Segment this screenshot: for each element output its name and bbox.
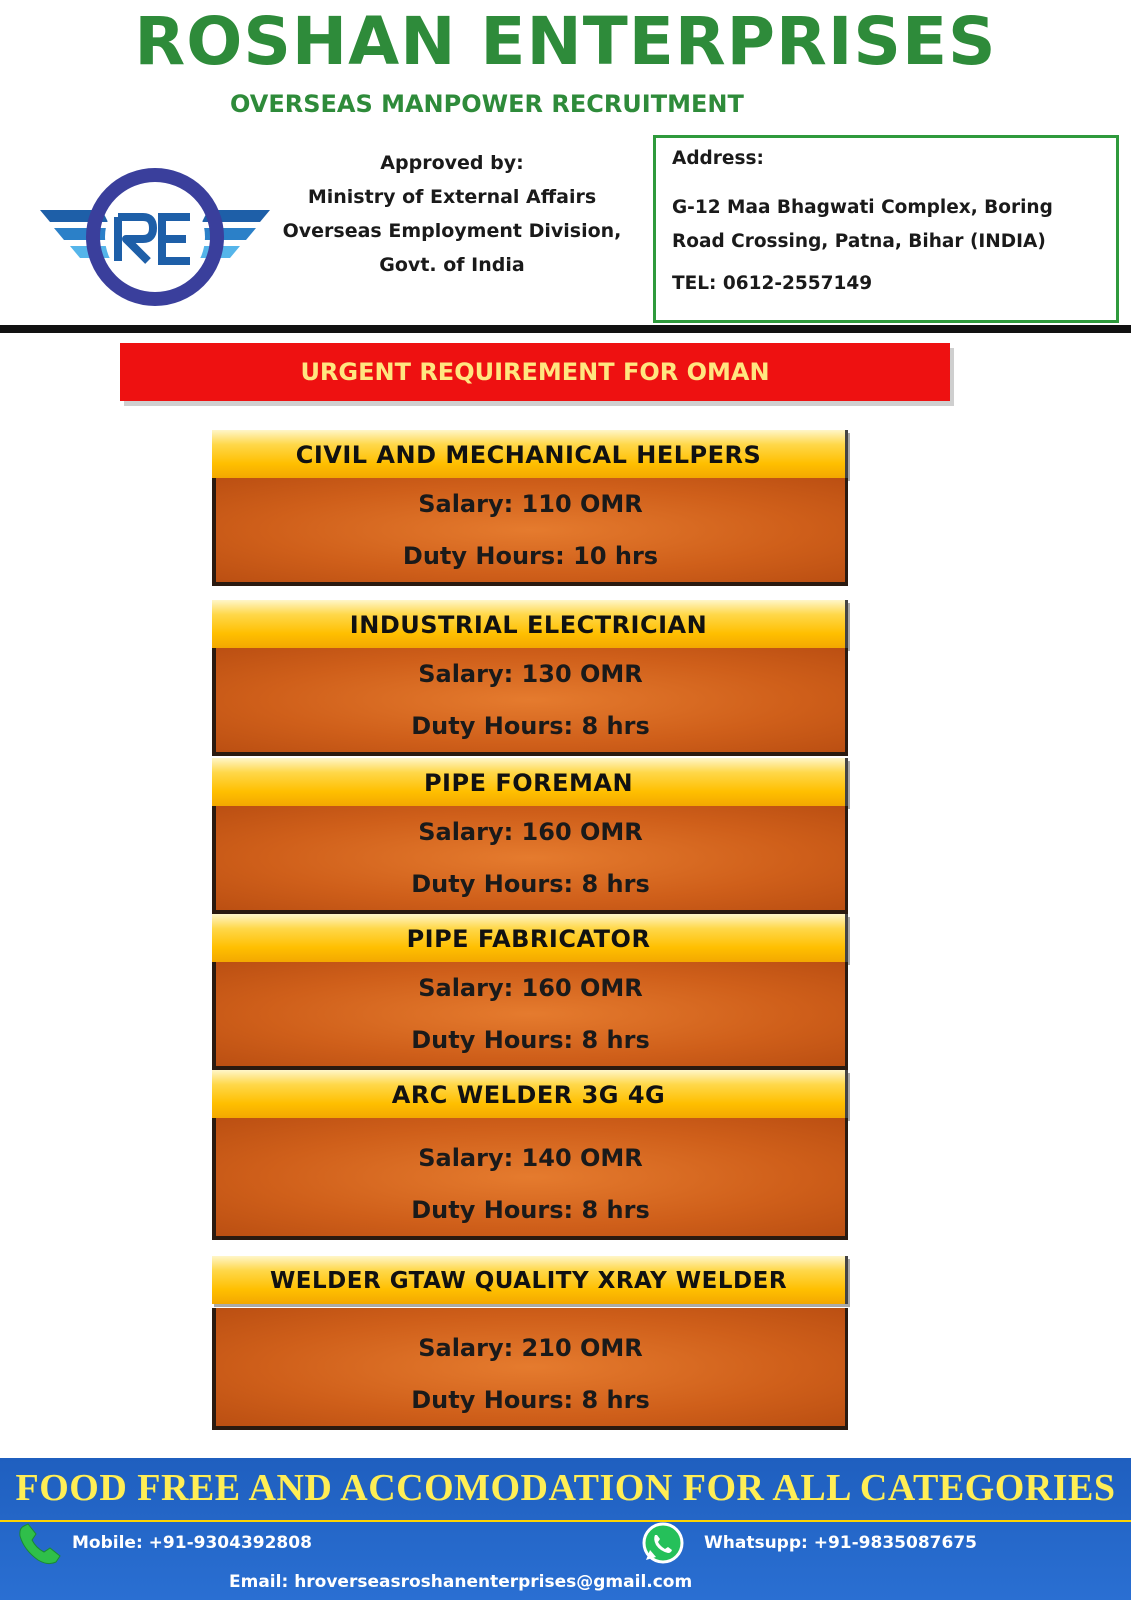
job-duty-hours: Duty Hours: 8 hrs: [411, 1026, 650, 1054]
job-duty-hours: Duty Hours: 10 hrs: [402, 542, 659, 570]
job-title: WELDER GTAW QUALITY XRAY WELDER: [212, 1256, 848, 1304]
address-box: [653, 135, 1119, 323]
job-title: PIPE FOREMAN: [212, 758, 848, 806]
job-details: [212, 648, 848, 756]
email-label: Email:: [229, 1572, 289, 1592]
job-salary: Salary: 140 OMR: [418, 1144, 643, 1172]
phone-icon: [16, 1522, 64, 1566]
mobile-number: Mobile: +91-9304392808: [72, 1533, 312, 1553]
tagline: OVERSEAS MANPOWER RECRUITMENT: [230, 90, 744, 118]
job-card: [212, 1256, 848, 1430]
address-line: G-12 Maa Bhagwati Complex, Boring: [672, 197, 1053, 218]
job-title: PIPE FABRICATOR: [212, 914, 848, 962]
job-details: [212, 478, 848, 586]
address-line: Road Crossing, Patna, Bihar (INDIA): [672, 231, 1046, 252]
job-title: ARC WELDER 3G 4G: [212, 1070, 848, 1118]
company-name: ROSHAN ENTERPRISES: [134, 3, 997, 80]
email-row: [229, 1572, 692, 1592]
approval-block: [272, 146, 632, 282]
re-logo-icon: [40, 165, 270, 315]
job-card: [212, 914, 848, 1070]
approval-line: Overseas Employment Division,: [282, 220, 622, 242]
approval-line: Govt. of India: [379, 254, 525, 276]
whatsapp-number: Whatsupp: +91-9835087675: [704, 1533, 977, 1553]
job-details: [212, 962, 848, 1070]
job-card: [212, 430, 848, 586]
job-duty-hours: Duty Hours: 8 hrs: [411, 1386, 650, 1414]
urgent-banner: URGENT REQUIREMENT FOR OMAN: [120, 343, 950, 401]
job-salary: Salary: 130 OMR: [418, 660, 643, 688]
approval-line: Ministry of External Affairs: [307, 186, 597, 208]
job-salary: Salary: 210 OMR: [418, 1334, 643, 1362]
job-duty-hours: Duty Hours: 8 hrs: [411, 1196, 650, 1224]
approval-line: Approved by:: [380, 152, 524, 174]
footer-divider: [0, 1520, 1131, 1522]
job-card: [212, 1070, 848, 1240]
footer-title: FOOD FREE AND ACCOMODATION FOR ALL CATEGORIES: [15, 1467, 1116, 1509]
job-duty-hours: Duty Hours: 8 hrs: [411, 870, 650, 898]
job-details: [212, 806, 848, 914]
job-salary: Salary: 160 OMR: [418, 818, 643, 846]
address-label: Address:: [672, 148, 764, 169]
job-card: [212, 758, 848, 914]
job-card: [212, 600, 848, 756]
header-divider: [0, 325, 1131, 333]
telephone: TEL: 0612-2557149: [672, 273, 873, 294]
email-address[interactable]: hroverseasroshanenterprises@gmail.com: [294, 1572, 693, 1592]
job-title: INDUSTRIAL ELECTRICIAN: [212, 600, 848, 648]
job-details: [212, 1308, 848, 1430]
job-salary: Salary: 110 OMR: [418, 490, 643, 518]
whatsapp-icon: [638, 1520, 688, 1568]
job-details: [212, 1118, 848, 1240]
job-duty-hours: Duty Hours: 8 hrs: [411, 712, 650, 740]
job-title: CIVIL AND MECHANICAL HELPERS: [212, 430, 848, 478]
job-salary: Salary: 160 OMR: [418, 974, 643, 1002]
